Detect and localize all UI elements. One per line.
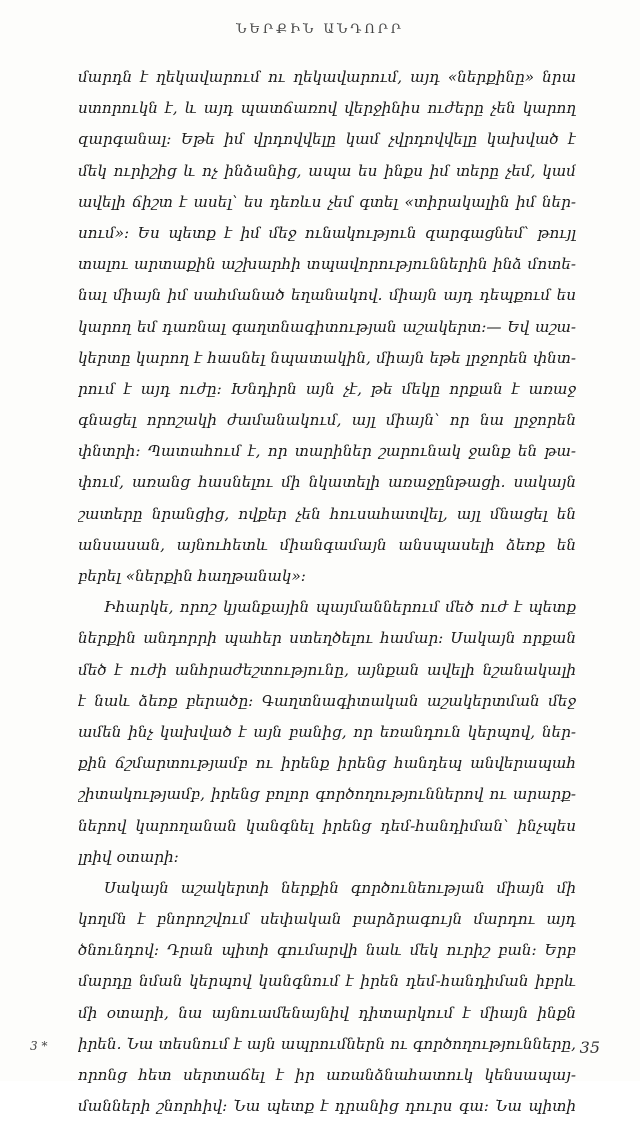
text-line: զարգանալ: Եթե իմ վրդովվելը կամ չվրդովվելը կախված է: [78, 130, 576, 149]
text-line: ներով կարողանան կանգնել իրենց դեմ-հանդիման՝ ինչպես: [78, 816, 576, 835]
text-line: մեկ ուրիշից և ոչ ինձանից, ապա ես ինքս իմ տերը չեմ, կամ: [78, 161, 576, 180]
text-line: իրեն. Նա տեսնում է այն ապրումներն ու գործողությունները,: [78, 1034, 576, 1053]
text-line: ստորուկն է, և այդ պատճառով վերջինիս ուժերը չեն կարող: [78, 99, 576, 118]
text-line: կերտը կարող է հասնել նպատակին, միայն եթե լրջորեն փնտ-: [78, 348, 576, 367]
text-line: փնտրի: Պատահում է, որ տարիներ շարունակ ջանք են թա-: [78, 442, 576, 461]
text-line: ավելի ճիշտ է ասել՝ ես դեռևս չեմ գտել «տիրակալին իմ ներ-: [78, 192, 576, 211]
text-line: մարդն է ղեկավարում ու ղեկավարում, այդ «ներքինը» նրա: [78, 68, 576, 86]
text-line: քին ճշմարտությամբ ու իրենք իրենց հանդեպ անվերապահ: [78, 754, 576, 773]
body-text: [78, 62, 576, 1122]
text-line: Իհարկե, որոշ կյանքային պայմաններում մեծ ուժ է պետք: [104, 598, 576, 617]
text-line: րում է այդ ուժը: Խնդիրն այն չէ, թե մեկը որքան է առաջ: [78, 379, 576, 398]
text-line: մարդը նման կերպով կանգնում է իրեն դեմ-հանդիման իբրև: [78, 972, 576, 991]
text-line: մի օտարի, նա այնուամենայնիվ դիտարկում է միայն ինքն: [78, 1003, 576, 1022]
text-line: փում, առանց հասնելու մի նկատելի առաջընթացի. սակայն: [78, 473, 576, 492]
text-line: նալ միայն իմ սահմանած եղանակով. միայն այդ դեպքում ես: [78, 286, 576, 305]
text-line: կարող եմ դառնալ գաղտնագիտության աշակերտ:— Եվ աշա-: [78, 317, 576, 336]
text-line: տալու արտաքին աշխարհի տպավորություններին ինձ մոտե-: [78, 255, 576, 274]
text-line: ներքին անդորրի պահեր ստեղծելու համար: Սակայն որքան: [78, 629, 576, 648]
text-line: ծնունդով: Դրան պիտի գումարվի նաև մեկ ուրիշ բան: Երբ: [78, 941, 576, 960]
text-line: մանների շնորհիվ: Նա պետք է դրանից դուրս գա: Նա պիտի: [78, 1097, 576, 1116]
text-line: շիտակությամբ, իրենց բոլոր գործողություններով ու արարք-: [78, 785, 576, 804]
running-head: ՆԵՐՔԻՆ ԱՆԴՈՐՐ: [236, 22, 404, 37]
text-line: կողմն է բնորոշվում սեփական բարձրագույն մարդու այդ: [78, 910, 576, 929]
text-line: է նաև ձեռք բերածը: Գաղտնագիտական աշակերտման մեջ: [78, 691, 576, 710]
text-line: շատերը նրանցից, ովքեր չեն հուսահատվել, այլ մնացել են: [78, 504, 576, 523]
text-line: գնացել որոշակի ժամանակում, այլ միայն՝ որ նա լրջորեն: [78, 411, 576, 430]
text-line: բերել «ներքին հաղթանակ»:: [78, 567, 306, 585]
text-line: լրիվ օտարի:: [78, 847, 179, 866]
text-line: որոնց հետ սերտաճել է իր առանձնահատուկ կենսապայ-: [78, 1066, 576, 1084]
page-number: 35: [579, 1038, 600, 1057]
text-line: սում»: Ես պետք է իմ մեջ ունակություն զարգացնեմ՝ թույլ: [78, 223, 576, 242]
text-line: մեծ է ուժի անհրաժեշտությունը, այնքան ավելի նշանակալի: [78, 660, 576, 679]
text-line: անսասան, այնուհետև միանգամայն անսպասելի ձեռք են: [78, 535, 576, 554]
text-line: Սակայն աշակերտի ներքին գործունեության միայն մի: [104, 878, 576, 897]
signature-mark: 3 *: [30, 1039, 48, 1053]
text-line: ամեն ինչ կախված է այն բանից, որ եռանդուն կերպով, ներ-: [78, 722, 576, 741]
